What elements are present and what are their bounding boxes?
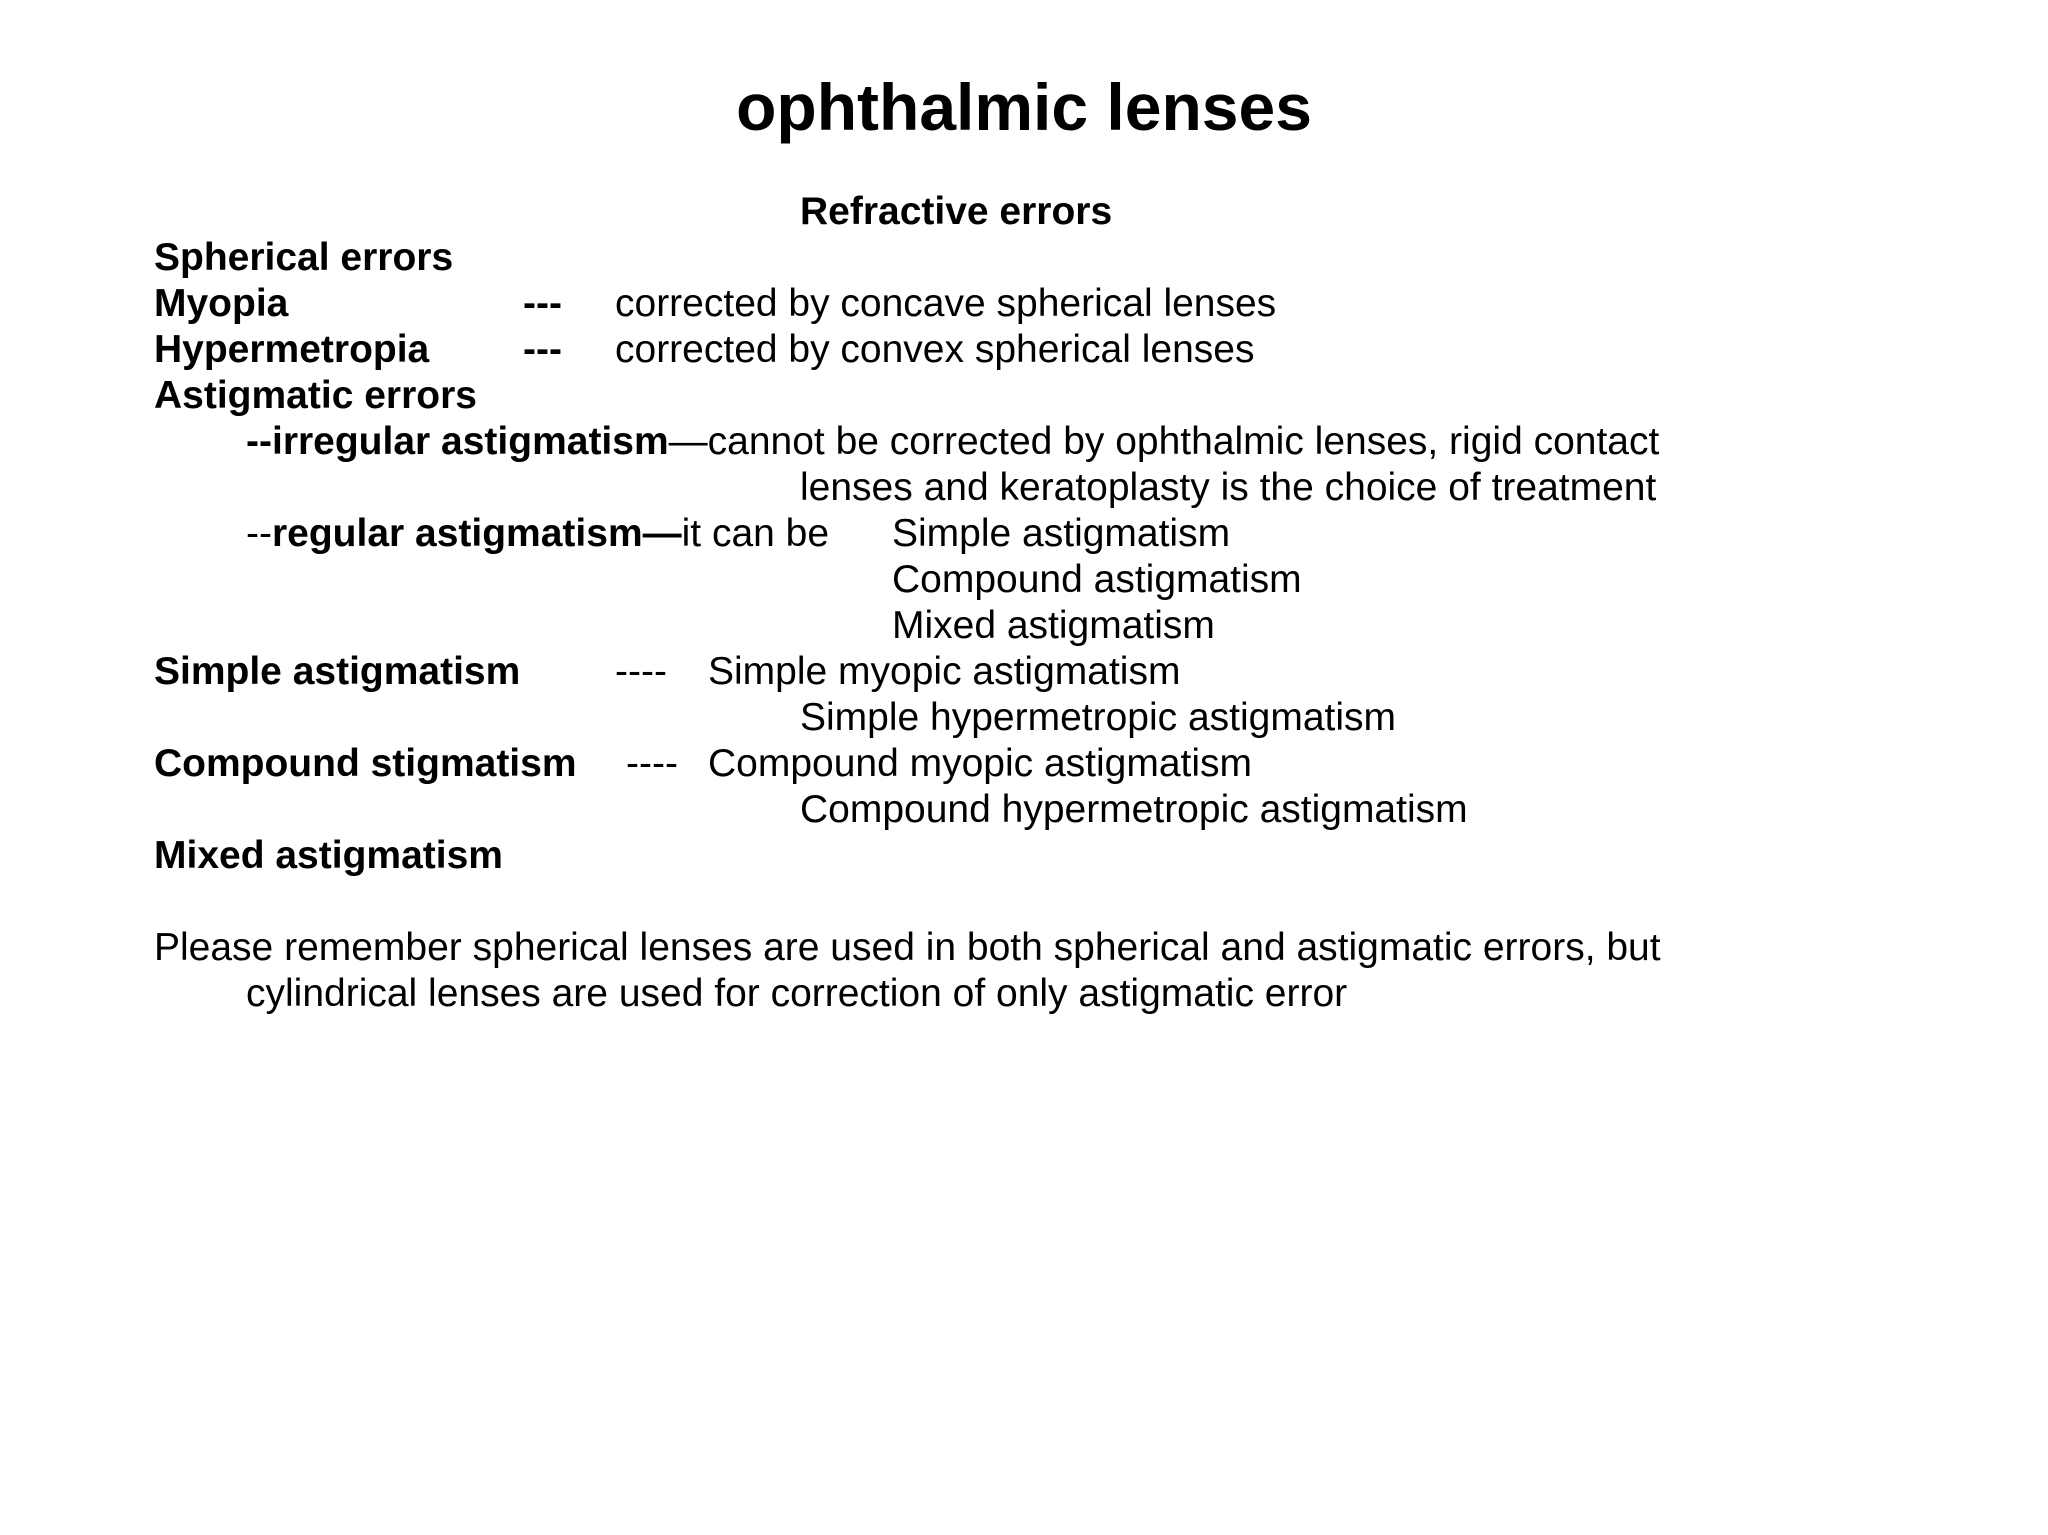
- compound-stigmatism-term: Compound stigmatism: [154, 742, 577, 785]
- irregular-prefix: --: [246, 420, 272, 463]
- simple-myopic-astigmatism: Simple myopic astigmatism: [708, 650, 1181, 693]
- irregular-description-line2: lenses and keratoplasty is the choice of treatment: [800, 466, 1657, 509]
- simple-astigmatism-dash: ----: [615, 650, 667, 693]
- irregular-description-line1: cannot be corrected by ophthalmic lenses, rigid contact: [707, 420, 1660, 463]
- mixed-astigmatism-term: Mixed astigmatism: [154, 834, 503, 877]
- regular-prefix: --: [246, 512, 272, 555]
- simple-astigmatism-term: Simple astigmatism: [154, 650, 521, 693]
- hypermetropia-term: Hypermetropia: [154, 328, 430, 371]
- astigmatic-errors-heading: Astigmatic errors: [154, 374, 477, 417]
- irregular-astigmatism-term: irregular astigmatism: [271, 420, 669, 463]
- compound-myopic-astigmatism: Compound myopic astigmatism: [708, 742, 1253, 785]
- hypermetropia-description: corrected by convex spherical lenses: [615, 328, 1255, 371]
- myopia-dash: ---: [523, 282, 562, 325]
- hypermetropia-dash: ---: [523, 328, 562, 371]
- regular-type-simple: Simple astigmatism: [892, 512, 1231, 555]
- irregular-dash: —: [668, 420, 708, 463]
- regular-astigmatism-line: [246, 511, 829, 557]
- simple-hypermetropic-astigmatism: Simple hypermetropic astigmatism: [800, 696, 1397, 739]
- spherical-errors-heading: Spherical errors: [154, 236, 454, 279]
- myopia-description: corrected by concave spherical lenses: [615, 282, 1277, 325]
- note-line2: cylindrical lenses are used for correction of only astigmatic error: [246, 972, 1348, 1015]
- myopia-term: Myopia: [154, 282, 289, 325]
- regular-type-mixed: Mixed astigmatism: [892, 604, 1215, 647]
- irregular-astigmatism-line: [246, 419, 1659, 465]
- compound-stigmatism-dash: ----: [626, 742, 678, 785]
- note-line1: Please remember spherical lenses are used in both spherical and astigmatic errors, but: [154, 926, 1661, 969]
- section-subtitle: Refractive errors: [800, 190, 1113, 233]
- compound-hypermetropic-astigmatism: Compound hypermetropic astigmatism: [800, 788, 1468, 831]
- regular-lead: it can be: [681, 512, 830, 555]
- regular-astigmatism-term: regular astigmatism—: [271, 512, 682, 555]
- slide-title: ophthalmic lenses: [736, 70, 1312, 144]
- regular-type-compound: Compound astigmatism: [892, 558, 1302, 601]
